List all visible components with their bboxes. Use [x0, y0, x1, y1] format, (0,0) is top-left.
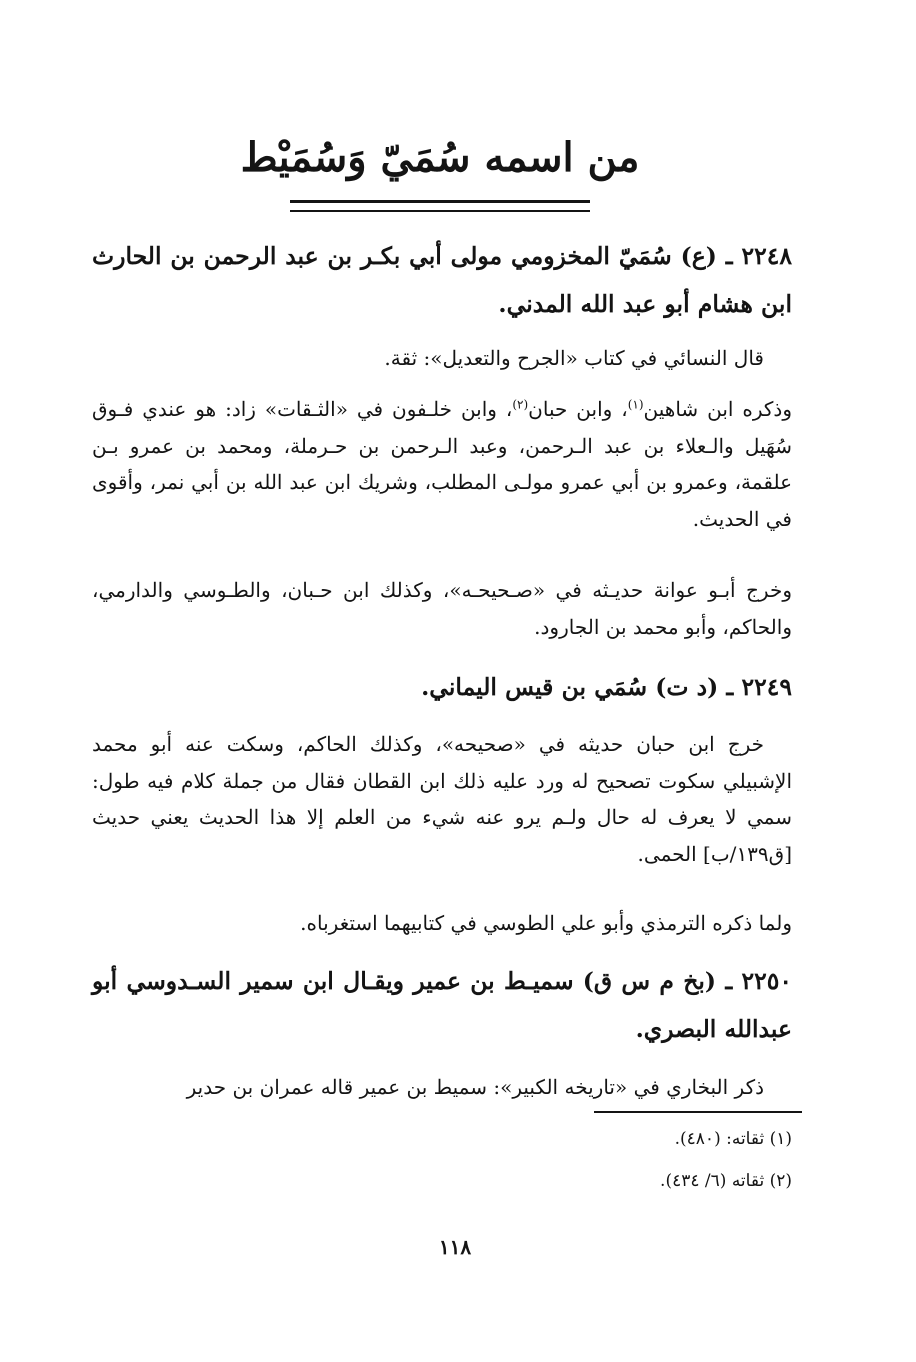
- entry-2248-p2: [92, 391, 792, 537]
- page-title: من اسمه سُمَيّ وَسُمَيْط: [240, 134, 640, 181]
- paragraph: ولما ذكره الترمذي وأبو علي الطوسي في كتابيهما استغرباه.: [300, 911, 792, 935]
- entry-heading: ٢٢٤٩ ـ (د ت) سُمَي بن قيس اليماني.: [421, 673, 792, 701]
- paragraph: [92, 391, 792, 537]
- entry-heading: ٢٢٤٨ ـ (ع) سُمَيّ المخزومي مولى أبي بكـر بن عبد الرحمن بن الحارث ابن هشام أبو عبد الله المدني.: [92, 242, 792, 318]
- paragraph: خرج ابن حبان حديثه في «صحيحه»، وكذلك الحاكم، وسكت عنه أبو محمد الإشبيلي سكوت تصحيح له ورد عليه ذلك ابن القطان فقال من جملة كلام فيه طول: سمي لا يعرف له حال ولـم يرو عنه شيء من العلم إلا هذا الحديث يعني حديث [ق١٣٩/ب] الحمى.: [92, 732, 792, 866]
- footnote-ref: (١): [627, 397, 644, 412]
- entry-2248-p1: [92, 340, 792, 377]
- title-divider: [290, 200, 590, 212]
- text-run: ، وابن حبان: [528, 397, 628, 421]
- page-number: ١١٨: [438, 1235, 472, 1259]
- entry-2249-p1: [92, 726, 792, 872]
- footnote-1: (١) ثقاته: (٤٨٠).: [674, 1129, 792, 1149]
- entry-2249-p2: [92, 905, 792, 942]
- entry-2250: [92, 957, 792, 1053]
- paragraph: قال النسائي في كتاب «الجرح والتعديل»: ثقة.: [384, 346, 764, 370]
- entry-heading: ٢٢٥٠ ـ (بخ م س ق) سميـط بن عمير ويقـال ابن سمير السـدوسي أبو عبدالله البصري.: [92, 967, 792, 1043]
- entry-2250-p1: [92, 1069, 792, 1106]
- paragraph: ذكر البخاري في «تاريخه الكبير»: سميط بن عمير قاله عمران بن حدير: [186, 1075, 764, 1099]
- footnote-ref: (٢): [512, 397, 529, 412]
- text-run: وذكره ابن شاهين: [643, 397, 792, 421]
- entry-2249: [92, 663, 792, 711]
- entry-2248: [92, 232, 792, 328]
- footnote-divider: [594, 1111, 802, 1113]
- entry-2248-p3: [92, 572, 792, 645]
- paragraph: وخرج أبـو عوانة حديـثه في «صـحيحـه»، وكذلك ابن حـبان، والطـوسي والدارمي، والحاكم، وأبو محمد بن الجارود.: [92, 578, 792, 639]
- footnote-2: (٢) ثقاته (٦/ ٤٣٤).: [660, 1171, 792, 1191]
- text-run: ، وابن خلـفون في «الثـقات» زاد: هو عندي فـوق سُهَيل والـعلاء بن عبد الـرحمن، وعبد الـرحمن بن حـرملة، ومحمد بن عمرو بـن علقمة، وعمرو بن أبي عمرو مولـى المطلب، وشريك ابن عبد الله بن أبي نمر، وأقوى في الحديث.: [92, 397, 792, 531]
